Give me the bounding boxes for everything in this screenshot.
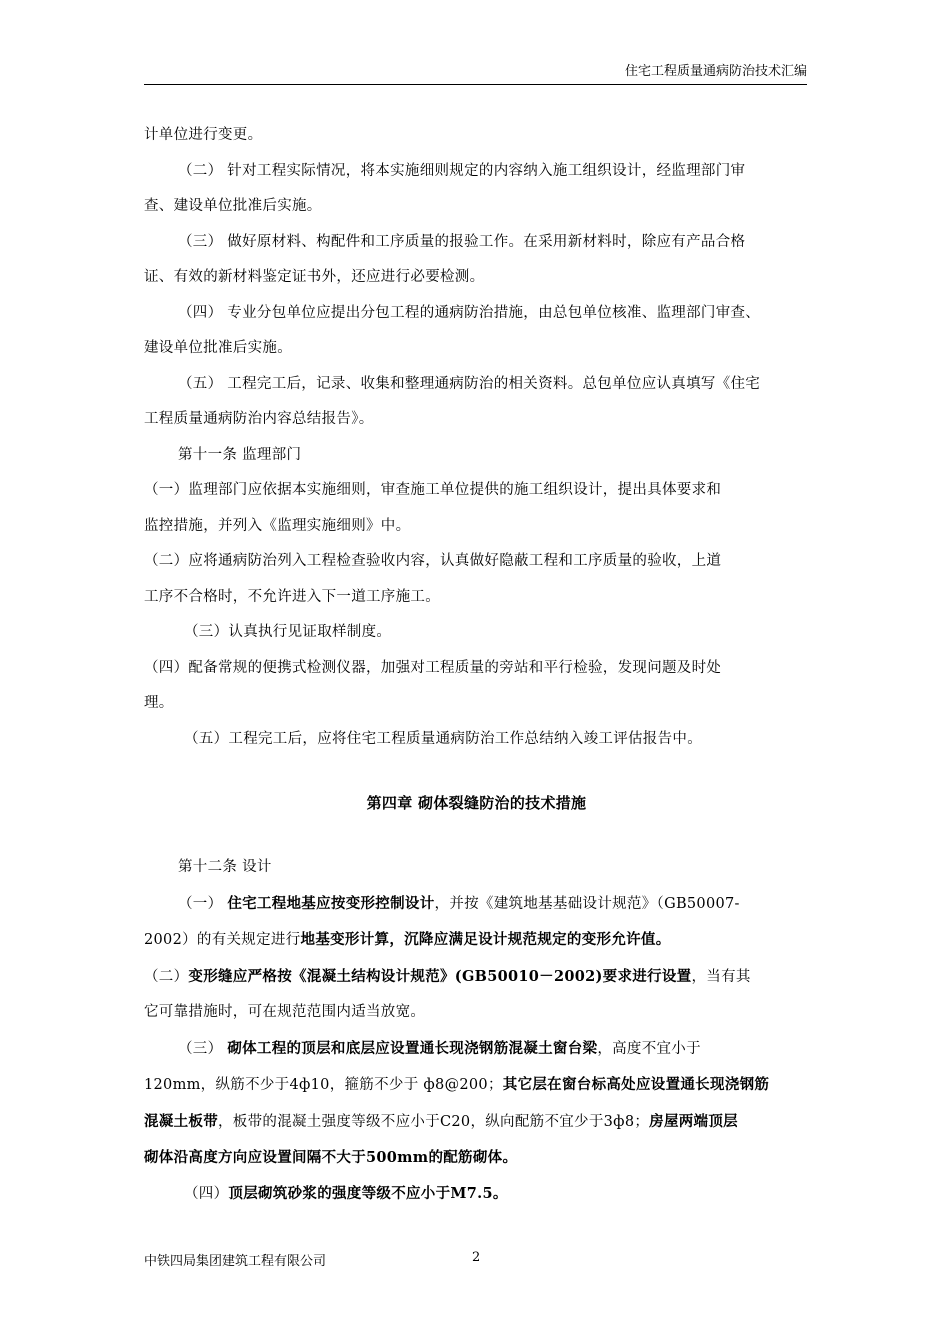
paragraph: 查、建设单位批准后实施。 (144, 198, 322, 214)
paragraph: （五）工程完工后，应将住宅工程质量通病防治工作总结纳入竣工评估报告中。 (184, 730, 702, 747)
paragraph: （三） 砌体工程的顶层和底层应设置通长现浇钢筋混凝土窗台梁，高度不宜小于 (178, 1039, 701, 1057)
paragraph: （三）认真执行见证取样制度。 (184, 624, 392, 640)
article-heading: 第十一条 监理部门 (178, 446, 302, 463)
paragraph: （二）应将通病防治列入工程检查验收内容，认真做好隐蔽工程和工序质量的验收，上道 (144, 553, 722, 569)
paragraph: （二） 针对工程实际情况，将本实施细则规定的内容纳入施工组织设计，经监理部门审 (178, 162, 746, 179)
paragraph: （四） 专业分包单位应提出分包工程的通病防治措施，由总包单位核准、监理部门审查、 (178, 304, 761, 321)
page-number: 2 (472, 1250, 481, 1265)
paragraph: 工程质量通病防治内容总结报告》。 (144, 411, 374, 427)
paragraph: （五） 工程完工后，记录、收集和整理通病防治的相关资料。总包单位应认真填写《住宅 (178, 375, 761, 392)
paragraph: 砌体沿高度方向应设置间隔不大于500mm的配筋砌体。 (144, 1149, 518, 1166)
paragraph: （四）配备常规的便携式检测仪器，加强对工程质量的旁站和平行检验，发现问题及时处 (144, 659, 722, 676)
document-body (144, 118, 809, 1212)
paragraph: （二）变形缝应严格按《混凝土结构设计规范》(GB50010－2002)要求进行设置，当有其 (144, 967, 751, 985)
chapter-heading: 第四章 砌体裂缝防治的技术措施 (366, 794, 587, 812)
paragraph: （三） 做好原材料、构配件和工序质量的报验工作。在采用新材料时，除应有产品合格 (178, 233, 746, 250)
footer-company: 中铁四局集团建筑工程有限公司 (144, 1254, 327, 1269)
paragraph: 工序不合格时，不允许进入下一道工序施工。 (144, 588, 440, 605)
paragraph: 监控措施，并列入《监理实施细则》中。 (144, 517, 411, 534)
paragraph: 混凝土板带，板带的混凝土强度等级不应小于C20，纵向配筋不宜少于3ф8；房屋两端顶层 (144, 1112, 738, 1130)
paragraph: 计单位进行变更。 (144, 127, 263, 143)
paragraph: 120mm，纵筋不少于4ф10，箍筋不少于 ф8@200；其它层在窗台标高处应设置通长现浇钢筋 (144, 1076, 770, 1093)
paragraph: 2002）的有关规定进行地基变形计算，沉降应满足设计规范规定的变形允许值。 (144, 931, 671, 948)
paragraph: （四）顶层砌筑砂浆的强度等级不应小于M7.5。 (184, 1184, 508, 1202)
paragraph: （一） 住宅工程地基应按变形控制设计，并按《建筑地基基础设计规范》（GB50007- (178, 894, 740, 912)
paragraph: 理。 (144, 695, 174, 711)
paragraph: 它可靠措施时，可在规范范围内适当放宽。 (144, 1004, 426, 1020)
page-header: 住宅工程质量通病防治技术汇编 (144, 62, 807, 85)
paragraph: 证、有效的新材料鉴定证书外，还应进行必要检测。 (144, 269, 485, 285)
paragraph: （一）监理部门应依据本实施细则，审查施工单位提供的施工组织设计，提出具体要求和 (144, 482, 722, 498)
paragraph: 建设单位批准后实施。 (144, 340, 292, 356)
article-heading: 第十二条 设计 (178, 859, 272, 875)
